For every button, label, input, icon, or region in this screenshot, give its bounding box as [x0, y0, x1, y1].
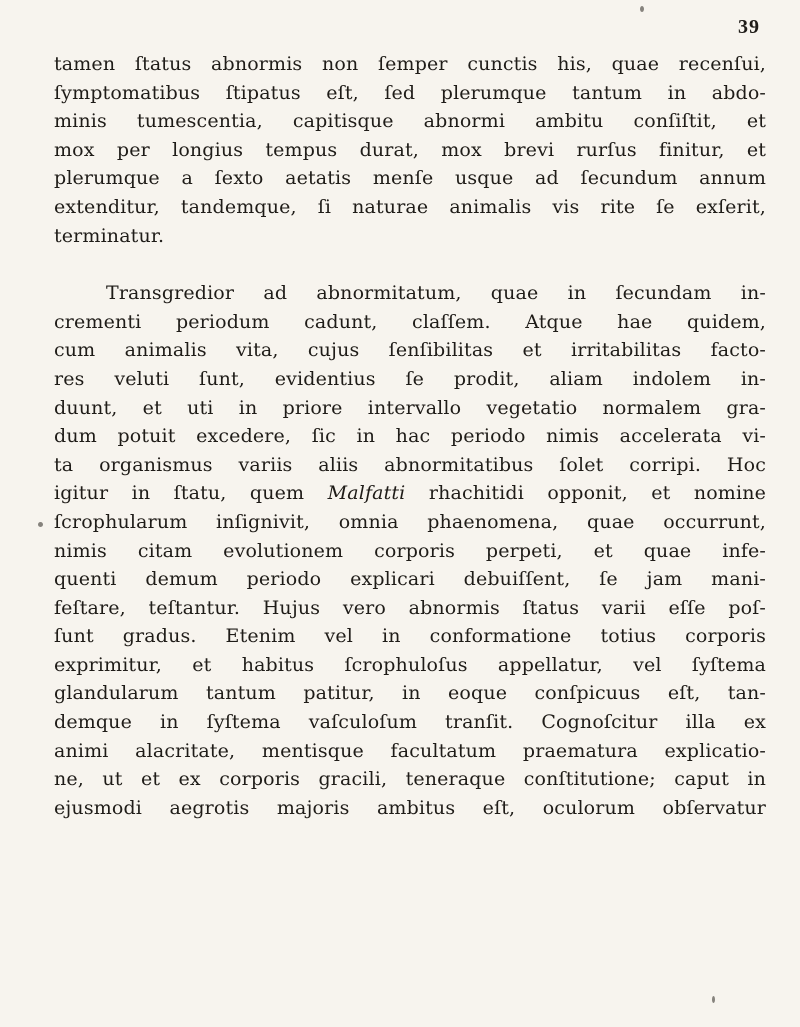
text-line: ſymptomatibus ſtipatus eſt, ſed plerumque tantum in abdo- — [54, 81, 766, 104]
text-line: terminatur. — [54, 224, 165, 247]
text-line: res veluti ſunt, evidentius ſe prodit, aliam indolem in- — [54, 367, 766, 390]
text-line: ejusmodi aegrotis majoris ambitus eſt, oculorum obſervatur — [54, 796, 766, 819]
author-name-malfatti: Malfatti — [327, 482, 406, 505]
paragraph-1 — [54, 50, 766, 250]
text-line: tamen ſtatus abnormis non ſemper cunctis his, quae recenſui, — [54, 53, 766, 75]
text-line: quenti demum periodo explicari debuiſſent, ſe jam mani- — [54, 568, 766, 591]
ink-speck — [640, 6, 644, 12]
line-start: igitur in ſtatu, quem — [54, 482, 305, 505]
text-line: duunt, et uti in priore intervallo vegetatio normalem gra- — [54, 396, 766, 419]
text-line: exprimitur, et habitus ſcrophuloſus appellatur, vel ſyſtema — [54, 653, 766, 676]
text-line: feſtare, teſtantur. Hujus vero abnormis ſtatus varii eſſe poſ- — [54, 596, 766, 619]
ink-speck — [712, 996, 715, 1003]
text-line: plerumque a ſexto aetatis menſe usque ad ſecundum annum — [54, 167, 766, 190]
text-line: ne, ut et ex corporis gracili, teneraque conſtitutione; caput in — [54, 768, 766, 791]
text-line: nimis citam evolutionem corporis perpeti, et quae infe- — [54, 539, 766, 562]
body-text — [54, 50, 766, 822]
page-number: 39 — [738, 16, 760, 38]
text-line: minis tumescentia, capitisque abnormi ambitu conſiſtit, et — [54, 110, 766, 133]
text-line: ta organismus variis aliis abnormitatibus ſolet corripi. Hoc — [54, 453, 766, 476]
text-line: ſunt gradus. Etenim vel in conformatione totius corporis — [54, 625, 766, 648]
text-line: animi alacritate, mentisque facultatum praematura explicatio- — [54, 739, 766, 762]
text-line: ſcrophularum inſignivit, omnia phaenomena, quae occurrunt, — [54, 510, 766, 533]
text-line: cum animalis vita, cujus ſenſibilitas et irritabilitas facto- — [54, 339, 766, 362]
paragraph-2 — [54, 279, 766, 822]
ink-speck — [38, 522, 43, 527]
text-line: crementi periodum cadunt, claſſem. Atque hae quidem, — [54, 310, 766, 333]
text-line: Transgredior ad abnormitatum, quae in ſecundam in- — [106, 282, 766, 305]
text-line: mox per longius tempus durat, mox brevi rurſus finitur, et — [54, 138, 766, 161]
text-line: dum potuit excedere, ſic in hac periodo nimis accelerata vi- — [54, 425, 766, 448]
text-line: demque in ſyſtema vaſculoſum tranſit. Cognoſcitur illa ex — [54, 711, 766, 734]
text-line: extenditur, tandemque, ſi naturae animalis vis rite ſe exſerit, — [54, 195, 766, 218]
line-end: rhachitidi opponit, et nomine — [428, 482, 766, 505]
text-line: glandularum tantum patitur, in eoque conſpicuus eſt, tan- — [54, 682, 766, 705]
text-line-with-name — [54, 479, 766, 508]
